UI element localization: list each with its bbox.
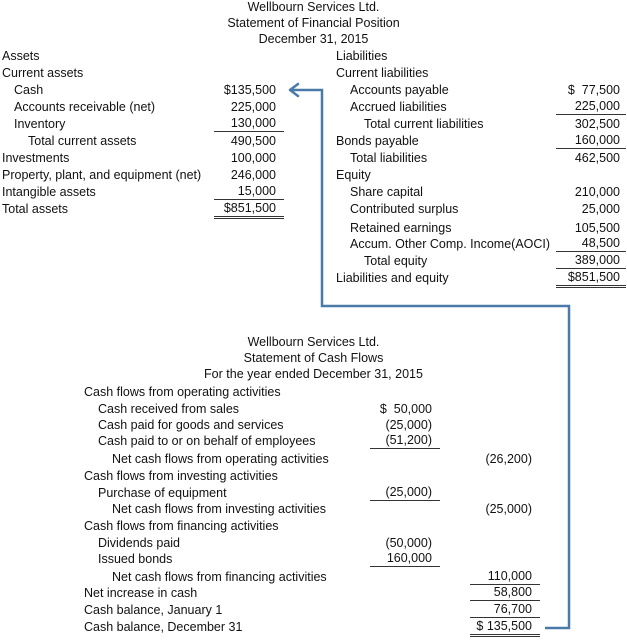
asset-label: Intangible assets — [2, 185, 96, 199]
cash-flow-value: $ 50,000 — [379, 402, 432, 416]
scf-company: Wellbourn Services Ltd. — [247, 335, 380, 349]
liability-value: 225,000 — [556, 99, 626, 115]
asset-label: Property, plant, and equipment (net) — [2, 168, 202, 182]
asset-value: 246,000 — [230, 168, 276, 182]
cash-flow-label: Purchase of equipment — [98, 486, 227, 500]
asset-value: 490,500 — [230, 134, 276, 148]
liability-label: Total liabilities — [350, 151, 428, 165]
asset-label: Inventory — [14, 117, 66, 131]
cash-flow-label: Dividends paid — [98, 536, 180, 550]
asset-value: 225,000 — [230, 100, 276, 114]
asset-value: 100,000 — [230, 151, 276, 165]
ending-cash-label: Cash balance, December 31 — [84, 620, 243, 634]
financing-net-label: Net cash flows from financing activities — [112, 570, 327, 584]
total-assets-label: Total assets — [2, 202, 69, 216]
liability-label: Accrued liabilities — [350, 100, 447, 114]
summary-label: Net increase in cash — [84, 586, 198, 600]
investing-net-label: Net cash flows from investing activities — [112, 502, 326, 516]
cash-flow-value: (25,000) — [370, 485, 440, 501]
asset-label: Total current assets — [28, 134, 137, 148]
equity-label: Total equity — [364, 254, 428, 268]
liabilities-equity-label: Liabilities and equity — [336, 271, 449, 285]
asset-value: $135,500 — [223, 83, 276, 97]
equity-label: Share capital — [350, 185, 423, 199]
cash-flow-label: Issued bonds — [98, 552, 173, 566]
operating-net-label: Net cash flows from operating activities — [112, 452, 329, 466]
scf-period: For the year ended December 31, 2015 — [204, 367, 423, 381]
equity-value: 210,000 — [574, 185, 620, 199]
investing-net-value: (25,000) — [485, 502, 532, 516]
asset-label: Cash — [14, 83, 44, 97]
investing-heading: Cash flows from investing activities — [84, 469, 278, 483]
operating-net-value: (26,200) — [485, 452, 532, 466]
asset-label: Accounts receivable (net) — [14, 100, 156, 114]
liabilities-heading: Liabilities — [336, 49, 388, 63]
sfp-title: Statement of Financial Position — [227, 16, 400, 30]
equity-value: 25,000 — [581, 202, 620, 216]
cash-flow-value: (50,000) — [385, 536, 432, 550]
cash-flow-value: (25,000) — [385, 418, 432, 432]
assets-heading: Assets — [2, 49, 40, 63]
total-assets-value: $851,500 — [214, 201, 284, 219]
liability-value: $ 77,500 — [567, 83, 620, 97]
asset-label: Investments — [2, 151, 70, 165]
sfp-date: December 31, 2015 — [258, 32, 369, 46]
equity-label: Contributed surplus — [350, 202, 459, 216]
liability-value: 462,500 — [574, 151, 620, 165]
equity-value: 389,000 — [556, 253, 626, 269]
current-liabilities-heading: Current liabilities — [336, 66, 429, 80]
liability-value: 160,000 — [556, 133, 626, 149]
summary-value: 58,800 — [470, 585, 540, 601]
equity-label: Retained earnings — [350, 221, 452, 235]
scf-title: Statement of Cash Flows — [243, 351, 384, 365]
liabilities-equity-value: $851,500 — [556, 270, 626, 288]
equity-heading: Equity — [336, 168, 371, 182]
cash-flow-label: Cash paid for goods and services — [98, 418, 284, 432]
asset-value: 130,000 — [214, 116, 284, 132]
equity-label: Accum. Other Comp. Income(AOCI) — [350, 237, 551, 251]
summary-value: 76,700 — [470, 602, 540, 618]
liability-label: Bonds payable — [336, 134, 419, 148]
cash-flow-label: Cash received from sales — [98, 402, 240, 416]
equity-value: 48,500 — [556, 236, 626, 252]
financing-net-value: 110,000 — [470, 569, 540, 585]
financing-heading: Cash flows from financing activities — [84, 519, 279, 533]
liability-label: Total current liabilities — [364, 117, 484, 131]
cash-flow-value: (51,200) — [370, 433, 440, 449]
cash-flow-value: 160,000 — [370, 551, 440, 567]
liability-label: Accounts payable — [350, 83, 449, 97]
asset-value: 15,000 — [214, 184, 284, 200]
current-assets-heading: Current assets — [2, 66, 84, 80]
summary-label: Cash balance, January 1 — [84, 603, 223, 617]
cash-flow-label: Cash paid to or on behalf of employees — [98, 434, 316, 448]
equity-value: 105,500 — [574, 221, 620, 235]
ending-cash-value: $ 135,500 — [470, 619, 540, 637]
liability-value: 302,500 — [574, 117, 620, 131]
operating-heading: Cash flows from operating activities — [84, 385, 281, 399]
sfp-company: Wellbourn Services Ltd. — [247, 0, 380, 14]
